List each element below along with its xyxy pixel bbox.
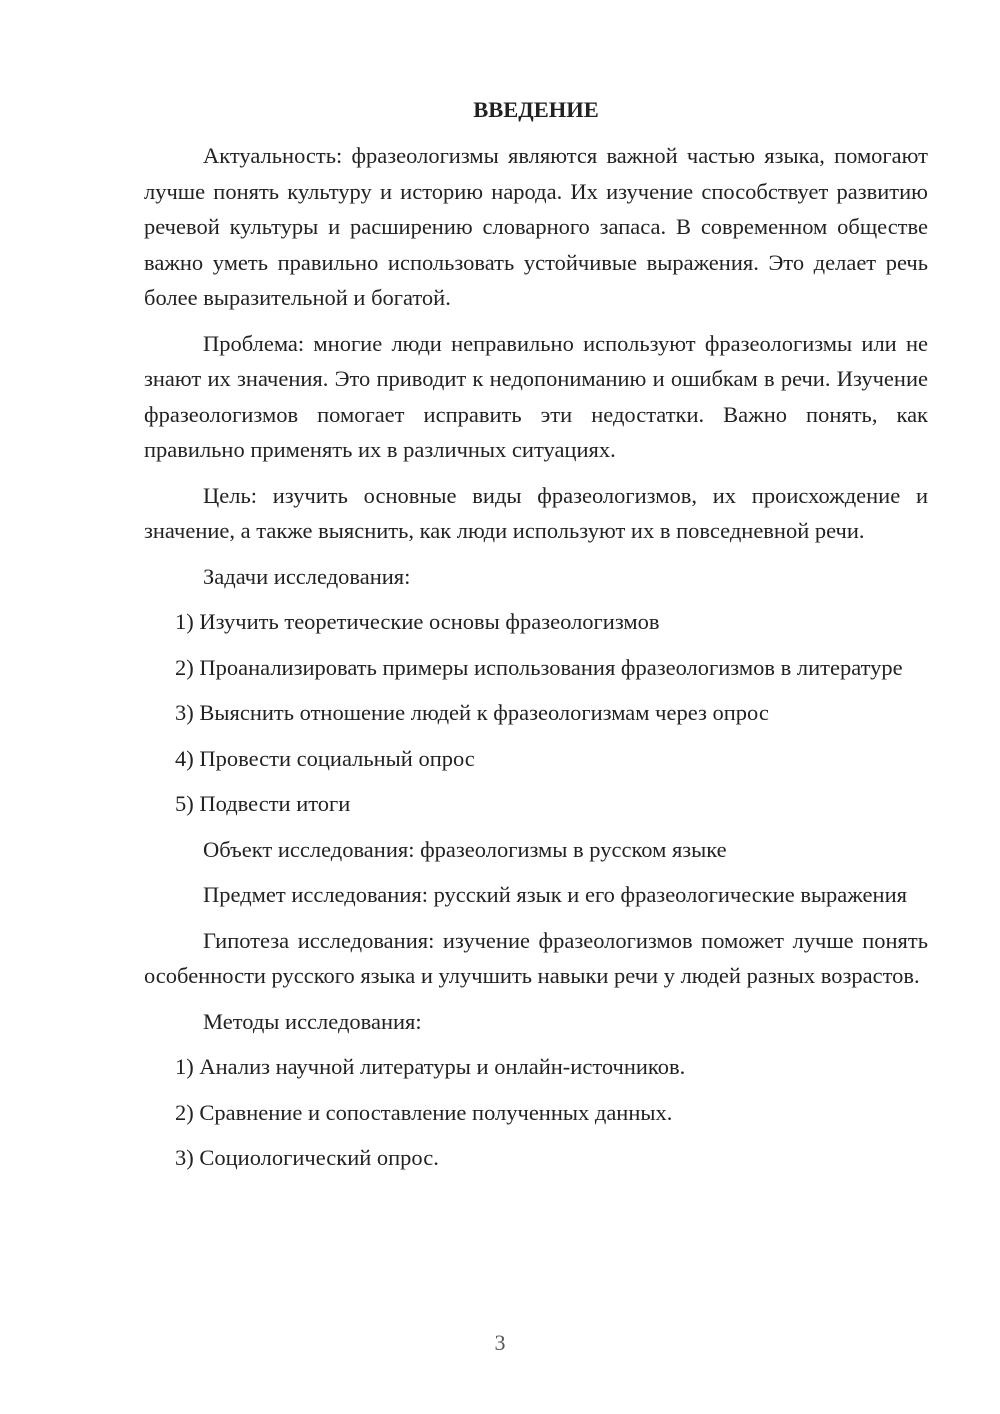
method-item: 2) Сравнение и сопоставление полученных данных. — [175, 1099, 673, 1125]
document-page — [144, 90, 928, 1186]
paragraph-object: Объект исследования: фразеологизмы в русском языке — [203, 836, 727, 862]
task-item: 4) Провести социальный опрос — [175, 745, 475, 771]
paragraph-goal: Цель: изучить основные виды фразеологизмов, их происхождение и значение, а также выяснить, как люди используют их в повседневной речи. — [144, 482, 928, 543]
task-item: 3) Выяснить отношение людей к фразеологизмам через опрос — [175, 700, 769, 725]
task-item: 2) Проанализировать примеры использования фразеологизмов в литературе — [175, 654, 903, 680]
paragraph-subject: Предмет исследования: русский язык и его фразеологические выражения — [203, 882, 907, 907]
methods-heading: Методы исследования: — [203, 1008, 422, 1034]
method-item: 1) Анализ научной литературы и онлайн-источников. — [175, 1054, 686, 1079]
page-number: 3 — [494, 1330, 506, 1355]
task-item: 1) Изучить теоретические основы фразеологизмов — [175, 609, 660, 634]
paragraph-actuality: Актуальность: фразеологизмы являются важной частью языка, помогают лучше понять культуру и историю народа. Их изучение способствует развитию речевой культуры и расширению словарного запаса. В современном обществе важно уметь правильно использовать устойчивые выражения. Это делает речь более выразительной и богатой. — [144, 143, 928, 310]
task-item: 5) Подвести итоги — [175, 791, 351, 816]
paragraph-hypothesis: Гипотеза исследования: изучение фразеологизмов поможет лучше понять особенности русского языка и улучшить навыки речи у людей разных возрастов. — [144, 927, 928, 988]
tasks-heading: Задачи исследования: — [203, 563, 411, 589]
section-title: ВВЕДЕНИЕ — [473, 97, 599, 122]
method-item: 3) Социологический опрос. — [175, 1145, 439, 1170]
paragraph-problem: Проблема: многие люди неправильно используют фразеологизмы или не знают их значения. Это приводит к недопониманию и ошибкам в речи. Изучение фразеологизмов помогает исправить эти недостатки. Важно понять, как правильно применять их в различных ситуациях. — [144, 330, 928, 462]
